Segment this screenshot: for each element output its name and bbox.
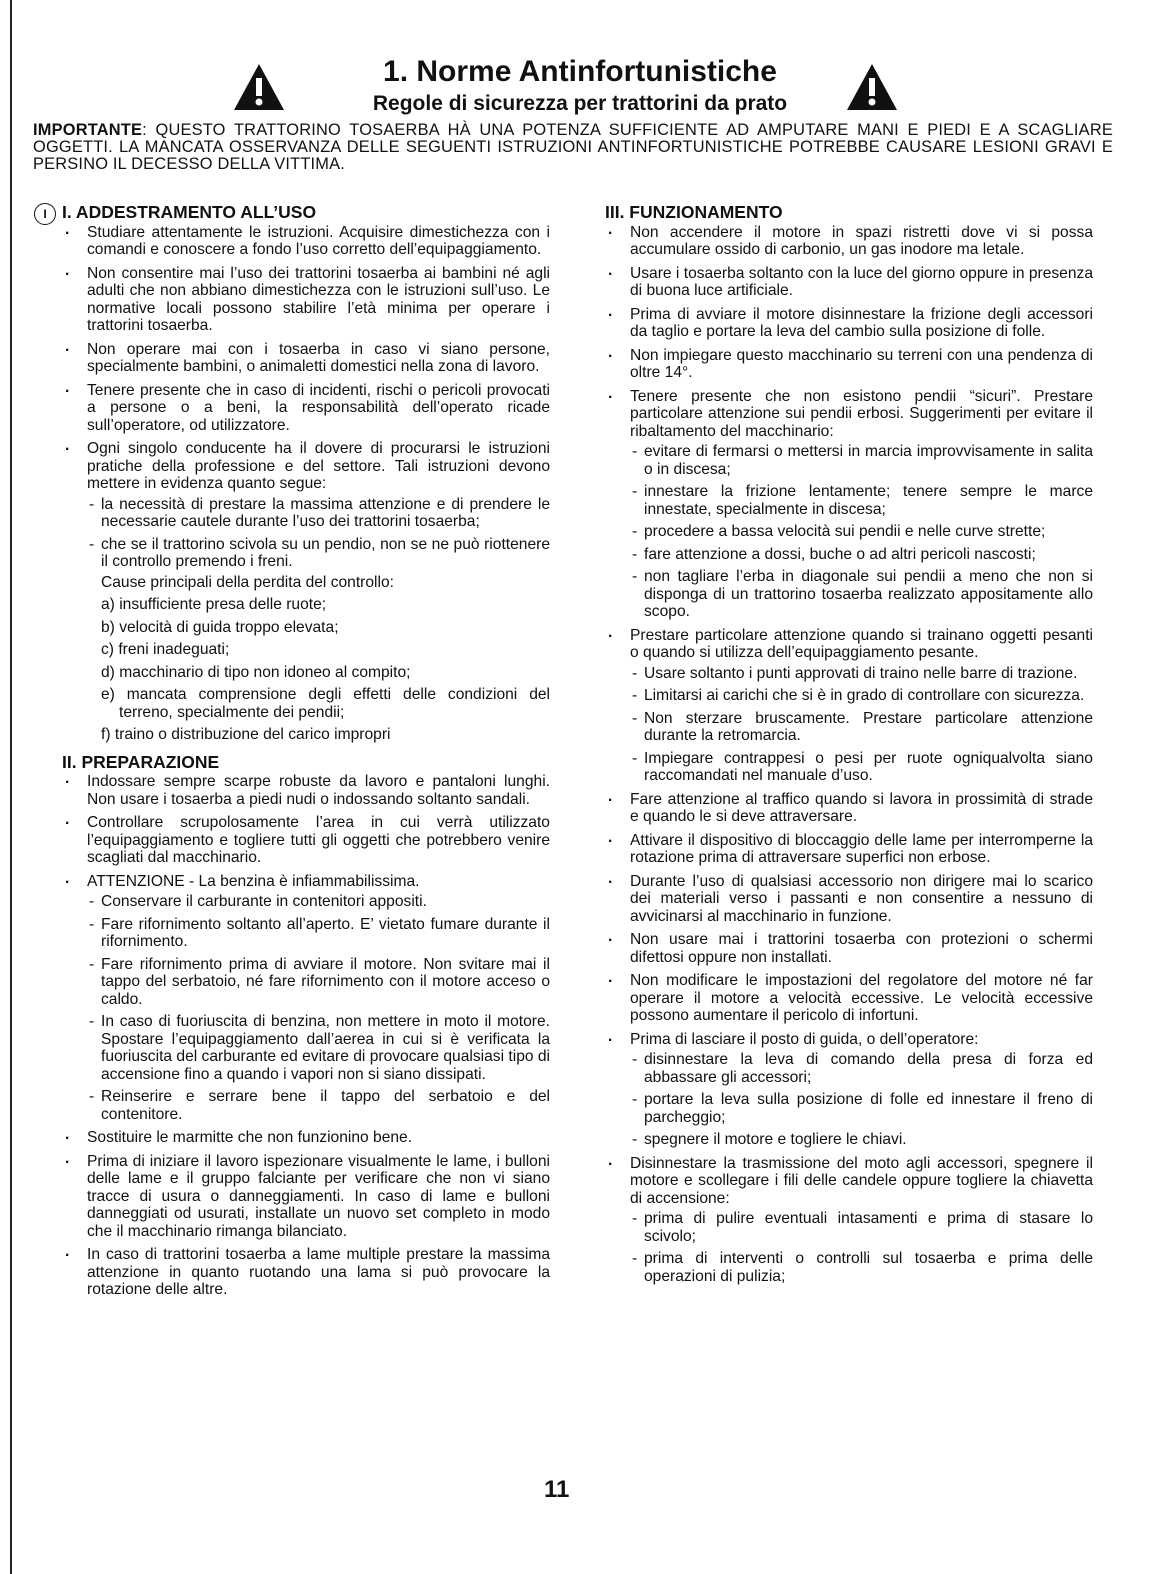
list-item-text: Tenere presente che non esistono pendii “sicuri”. Prestare particolare attenzione sui pendii erbosi. Suggerimenti per evitare il ribaltamento del macchinario: [630, 387, 1093, 440]
list-item [605, 1031, 1093, 1149]
important-notice [33, 122, 1113, 173]
sub-list-item: - Reinserire e serrare bene il tappo del serbatoio e del contenitore. [87, 1088, 550, 1123]
list-item-text: Prestare particolare attenzione quando si trainano oggetti pesanti o quando si utilizza dell’equipaggiamento pesante. [630, 626, 1093, 661]
causes-intro: Cause principali della perdita del controllo: [101, 573, 394, 591]
important-text: : QUESTO TRATTORINO TOSAERBA HÀ UNA POTENZA SUFFICIENTE AD AMPUTARE MANI E PIEDI E A SCAGLIARE OGGETTI. LA MANCATA OSSERVANZA DELLE SEGUENTI ISTRUZIONI ANTINFORTUNISTICHE POTREBBE CAUSARE LESIONI GRAVI E PERSINO IL DECESSO DELLA VITTIMA. [33, 121, 1113, 173]
list-item: . In caso di trattorini tosaerba a lame multiple prestare la massima attenzione in quanto ruotando una lama si può provocare la rotazione delle altre. [62, 1246, 550, 1299]
page-subtitle: Regole di sicurezza per trattorini da prato [372, 92, 788, 115]
sub-list-item: - procedere a bassa velocità sui pendii e nelle curve strette; [630, 523, 1093, 541]
sub-list-item: - la necessità di prestare la massima attenzione e di prendere le necessarie cautele durante l’uso dei trattorini tosaerba; [87, 496, 550, 531]
list-item: . Non impiegare questo macchinario su terreni con una pendenza di oltre 14°. [605, 347, 1093, 382]
list-item: . Usare i tosaerba soltanto con la luce del giorno oppure in presenza di buona luce artificiale. [605, 265, 1093, 300]
list-item-text: ATTENZIONE - La benzina è infiammabilissima. [87, 872, 420, 890]
sub-list-item: - evitare di fermarsi o mettersi in marcia improvvisamente in salita o in discesa; [630, 443, 1093, 478]
sub-list [630, 443, 1093, 621]
section-2-list [62, 773, 550, 1299]
sub-list-item: - fare attenzione a dossi, buche o ad altri pericoli nascosti; [630, 546, 1093, 564]
list-item: . Indossare sempre scarpe robuste da lavoro e pantaloni lunghi. Non usare i tosaerba a piedi nudi o indossando soltanto sandali. [62, 773, 550, 808]
sub-list-item-text: che se il trattorino scivola su un pendio, non se ne può riottenere il controllo premendo i freni. [101, 535, 550, 570]
important-label: IMPORTANTE [33, 121, 143, 139]
list-item-text: Disinnestare la trasmissione del moto agli accessori, spegnere il motore e scollegare i fili delle candele oppure togliere la chiavetta di accensione: [630, 1154, 1093, 1207]
cause-item: c) freni inadeguati; [101, 641, 230, 658]
page-number: 11 [544, 1476, 570, 1503]
sub-list-item: - Conservare il carburante in contenitori appositi. [87, 893, 550, 911]
causes-list [101, 596, 550, 744]
info-circle-icon: I [34, 203, 56, 225]
list-item [62, 873, 550, 1124]
section-3-title: III. FUNZIONAMENTO [605, 202, 783, 222]
list-item: . Sostituire le marmitte che non funzionino bene. [62, 1129, 550, 1147]
sub-list-item: - In caso di fuoriuscita di benzina, non mettere in moto il motore. Spostare l’equipaggiamento dall’aerea in cui si è verificata la fuoriuscita del carburante ed evitare di provocare qualsiasi tipo di accensione fino a quando i vapori non si siano dissipati. [87, 1013, 550, 1083]
section-1-heading [43, 202, 550, 222]
sub-list-item: - Usare soltanto i punti approvati di traino nelle barre di trazione. [630, 665, 1093, 683]
cause-item: f) traino o distribuzione del carico impropri [101, 726, 391, 743]
section-1-list [62, 224, 550, 744]
left-column [43, 202, 551, 1305]
section-1-title: I. ADDESTRAMENTO ALL’USO [62, 202, 317, 222]
list-item-text: Ogni singolo conducente ha il dovere di procurarsi le istruzioni pratiche della professione e del settore. Tali istruzioni devono mettere in evidenza quanto segue: [87, 440, 550, 492]
list-item [62, 440, 550, 744]
sub-list-item: - portare la leva sulla posizione di folle ed innestare il freno di parcheggio; [630, 1091, 1093, 1126]
cause-item: b) velocità di guida troppo elevata; [101, 618, 339, 636]
sub-list-item: - prima di interventi o controlli sul tosaerba e prima delle operazioni di pulizia; [630, 1250, 1093, 1285]
sub-list-item: - non tagliare l’erba in diagonale sui pendii a meno che non si disponga di un trattorino tosaerba realizzato appositamente allo scopo. [630, 568, 1093, 621]
sub-list-item: - innestare la frizione lentamente; tenere sempre le marce innestate, specialmente in discesa; [630, 483, 1093, 518]
list-item [605, 388, 1093, 621]
section-3-list [605, 224, 1093, 1286]
cause-item: a) insufficiente presa delle ruote; [101, 596, 327, 613]
sub-list [630, 665, 1093, 785]
list-item: . Non usare mai i trattorini tosaerba con protezioni o schermi difettosi oppure non installati. [605, 931, 1093, 966]
list-item [605, 627, 1093, 785]
list-item: . Tenere presente che in caso di incidenti, rischi o pericoli provocati a persone o a beni, la responsabilità dell’operato ricade sull’operatore, od utilizzatore. [62, 382, 550, 435]
sub-list-item [87, 536, 550, 744]
page-header [0, 52, 1171, 122]
sub-list [630, 1210, 1093, 1285]
list-item: . Attivare il dispositivo di bloccaggio delle lame per interromperne la rotazione prima di attraversare superfici non erbose. [605, 832, 1093, 867]
cause-item: e) mancata comprensione degli effetti delle condizioni del terreno, specialmente dei pendii; [101, 686, 550, 721]
sub-list [87, 496, 550, 744]
sub-list-item: - Limitarsi ai carichi che si è in grado di controllare con sicurezza. [630, 687, 1093, 705]
warning-triangle-icon [845, 62, 899, 112]
list-item: . Durante l’uso di qualsiasi accessorio non dirigere mai lo scarico dei materiali verso i passanti e non consentire a nessuno di avvicinarsi al macchinario in funzione. [605, 873, 1093, 926]
list-item: . Prima di avviare il motore disinnestare la frizione degli accessori da taglio e portare la leva del cambio sulla posizione di folle. [605, 306, 1093, 341]
list-item: . Controllare scrupolosamente l’area in cui verrà utilizzato l’equipaggiamento e togliere tutti gli oggetti che potrebbero venire scagliati dal macchinario. [62, 814, 550, 867]
page-edge-rule [10, 0, 12, 1574]
sub-list-item: - disinnestare la leva di comando della presa di forza ed abbassare gli accessori; [630, 1051, 1093, 1086]
list-item [605, 1155, 1093, 1286]
list-item-text: Prima di lasciare il posto di guida, o dell’operatore: [630, 1030, 979, 1048]
sub-list-item: - spegnere il motore e togliere le chiavi. [630, 1131, 1093, 1149]
warning-triangle-icon [232, 62, 286, 112]
list-item: . Prima di iniziare il lavoro ispezionare visualmente le lame, i bulloni delle lame e il gruppo falciante per verificare che non vi siano tracce di usura o danneggiamenti. In caso di lame e bulloni danneggiati od usurati, installate un nuovo set completo in modo che il macchinario rimanga bilanciato. [62, 1153, 550, 1241]
sub-list-item: - Fare rifornimento soltanto all’aperto. E’ vietato fumare durante il rifornimento. [87, 916, 550, 951]
list-item: . Non operare mai con i tosaerba in caso vi siano persone, specialmente bambini, o animaletti domestici nella zona di lavoro. [62, 341, 550, 376]
sub-list-item: - Fare rifornimento prima di avviare il motore. Non svitare mai il tappo del serbatoio, né fare rifornimento con il motore acceso o caldo. [87, 956, 550, 1009]
sub-list [87, 893, 550, 1123]
sub-list [630, 1051, 1093, 1149]
list-item: . Fare attenzione al traffico quando si lavora in prossimità di strade e quando le si deve attraversare. [605, 791, 1093, 826]
sub-list-item: - Impiegare contrappesi o pesi per ruote ogniqualvolta siano raccomandati nel manuale d’uso. [630, 750, 1093, 785]
list-item: . Studiare attentamente le istruzioni. Acquisire dimestichezza con i comandi e conoscere a fondo l’uso corretto dell’equipaggiamento. [62, 224, 550, 259]
sub-list-item: - Non sterzare bruscamente. Prestare particolare attenzione durante la retromarcia. [630, 710, 1093, 745]
right-column [605, 204, 1093, 1291]
cause-item: d) macchinario di tipo non idoneo al compito; [101, 663, 411, 681]
page-title: 1. Norme Antinfortunistiche [383, 55, 777, 88]
list-item: . Non modificare le impostazioni del regolatore del motore né far operare il motore a velocità eccessive. Le velocità eccessive possono aumentare il pericolo di infortuni. [605, 972, 1093, 1025]
list-item: . Non consentire mai l’uso dei trattorini tosaerba ai bambini né agli adulti che non abbiano dimestichezza con le istruzioni sull’uso. Le normative locali possono stabilire l’età minima per operare i trattorini tosaerba. [62, 265, 550, 335]
section-2-title: II. PREPARAZIONE [62, 751, 220, 772]
sub-list-item: - prima di pulire eventuali intasamenti e prima di stasare lo scivolo; [630, 1210, 1093, 1245]
list-item: . Non accendere il motore in spazi ristretti dove vi si possa accumulare ossido di carbonio, un gas inodore ma letale. [605, 224, 1093, 259]
